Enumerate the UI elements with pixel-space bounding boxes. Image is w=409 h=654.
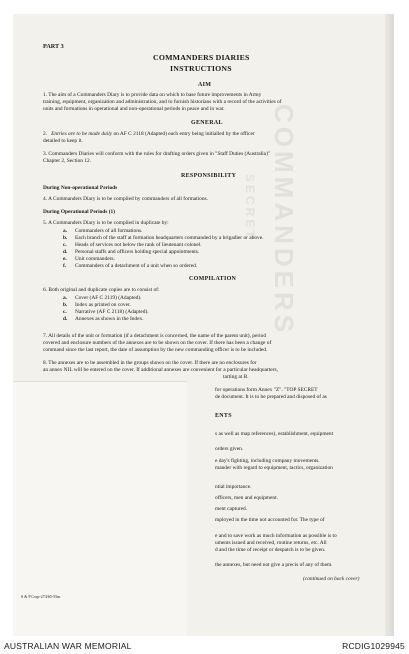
paragraph-number: 2.: [43, 131, 48, 137]
list-item: b. Each branch of the staff at formation headquarters commanded by a brigadier or above.: [63, 235, 264, 241]
printer-imprint: S & P Corp-274/65-55m: [21, 594, 61, 599]
partial-text-line: uments issued and received, routine returns, etc. All: [215, 540, 327, 546]
paragraph-line: tarting at B.: [223, 374, 249, 380]
partial-text-line: e day's fighting, including company movements.: [215, 458, 320, 464]
partial-text-line: de document. It is to be prepared and disposed of as: [215, 394, 327, 400]
subheading: During Non-operational Periods: [43, 185, 118, 191]
list-item: f. Commanders of a detachment of a unit when so ordered.: [63, 263, 198, 269]
paragraph-line: command since the last report, the date of assumption by the new commanding officer is to be included.: [43, 347, 268, 353]
continued-note: (continued on back cover): [303, 576, 360, 582]
paragraph-line: 8. The annexes are to be assembled in the groups shown on the cover. If there are no enclosures for: [43, 360, 257, 366]
paragraph-line: an annex NIL will be entered on the cover. If additional annexes are convenient for a particular headquarters,: [43, 367, 278, 373]
document-subtitle: INSTRUCTIONS: [170, 64, 232, 73]
archive-credit: AUSTRALIAN WAR MEMORIAL: [4, 641, 132, 651]
partial-text-line: s as well as map references), establishment, equipment: [215, 431, 334, 437]
partial-heading: ENTS: [215, 413, 232, 419]
section-heading-responsibility: RESPONSIBILITY: [181, 173, 237, 179]
list-item: d. Annexes as shown in the Index.: [63, 316, 144, 322]
archive-id: RCDIG1029945: [342, 641, 405, 651]
partial-text-line: ment captured.: [215, 506, 248, 512]
paragraph-line: Chapter 2, Section 12.: [43, 158, 92, 164]
paragraph-line: 6. Both original and duplicate copies are to consist of:: [43, 287, 160, 293]
list-item: d. Personal staffs and officers holding special appointments.: [63, 249, 200, 255]
partial-text-line: officers, men and equipment.: [215, 495, 278, 501]
folded-flap: [13, 381, 187, 636]
partial-text-line: e and to save work as much information as possible is to: [215, 533, 337, 539]
list-item: b. Index as printed on cover.: [63, 302, 131, 308]
subheading: During Operational Periods (1): [43, 209, 116, 215]
paragraph-line: 7. All details of the unit or formation (if a detachment is concerned, the name of the parent unit), period: [43, 333, 267, 339]
part-label: PART 3: [43, 43, 64, 50]
list-item: c. Heads of services not below the rank of lieutenant colonel.: [63, 242, 202, 248]
document-sheet: [13, 14, 394, 636]
section-heading-general: GENERAL: [191, 120, 223, 126]
section-heading-compilation: COMPILATION: [189, 276, 237, 282]
paragraph-line: [43, 131, 255, 138]
paragraph-line: detailed to keep it.: [43, 138, 83, 144]
page-edge-shadow: [385, 14, 394, 636]
partial-text-line: mander with regard to equipment, tactics, organization: [215, 465, 333, 471]
paragraph-line: 4. A Commanders Diary is to be compiled by commanders of all formations.: [43, 196, 208, 202]
list-item: e. Unit commanders.: [63, 256, 115, 262]
partial-text-line: ntial importance.: [215, 484, 252, 490]
list-item: a. Cover (AF C 2119) (Adapted).: [63, 295, 142, 301]
paragraph-text: on AF C 2118 (Adapted) each entry being initialled by the officer: [112, 131, 255, 137]
list-item: c. Narrative (AF C 2118) (Adapted).: [63, 309, 149, 315]
partial-text-line: the annexes, but need not give a precis of any of them.: [215, 562, 333, 568]
partial-text-line: d and the time of receipt or despatch is to be given.: [215, 547, 326, 553]
paragraph-line: covered and enclosure numbers of the annexes are to be shown on the cover. If there has been a change of: [43, 340, 272, 346]
paragraph-line: 1. The aim of a Commanders Diary is to provide data on which to base future improvements in Army: [43, 92, 262, 98]
list-item: a. Commanders of all formations.: [63, 228, 143, 234]
paragraph-line: 5. A Commanders Diary is to be compiled in duplicate by:: [43, 220, 169, 226]
section-heading-aim: AIM: [198, 82, 212, 88]
bleed-through-text: COMMANDERS: [269, 104, 299, 337]
partial-text-line: for operations form Annex "Z". "TOP SECRET: [215, 387, 318, 393]
partial-text-line: orders given.: [215, 446, 244, 452]
paragraph-line: 3. Commanders Diaries will conform with the rules for drafting orders given in "Staff Duties (Australia)": [43, 151, 271, 157]
bleed-through-text: SECRET: [243, 174, 257, 241]
paragraph-line: training, equipment, organization and administration, and to furnish historians with a record of the activities of: [43, 99, 282, 105]
emphasis-text: Entries are to be made daily: [51, 131, 113, 137]
paragraph-line: units and formations in operational and non-operational periods in peace and in war.: [43, 106, 225, 112]
document-title: COMMANDERS DIARIES: [153, 53, 250, 62]
partial-text-line: mployed in the time not accounted for. The type of: [215, 517, 325, 523]
